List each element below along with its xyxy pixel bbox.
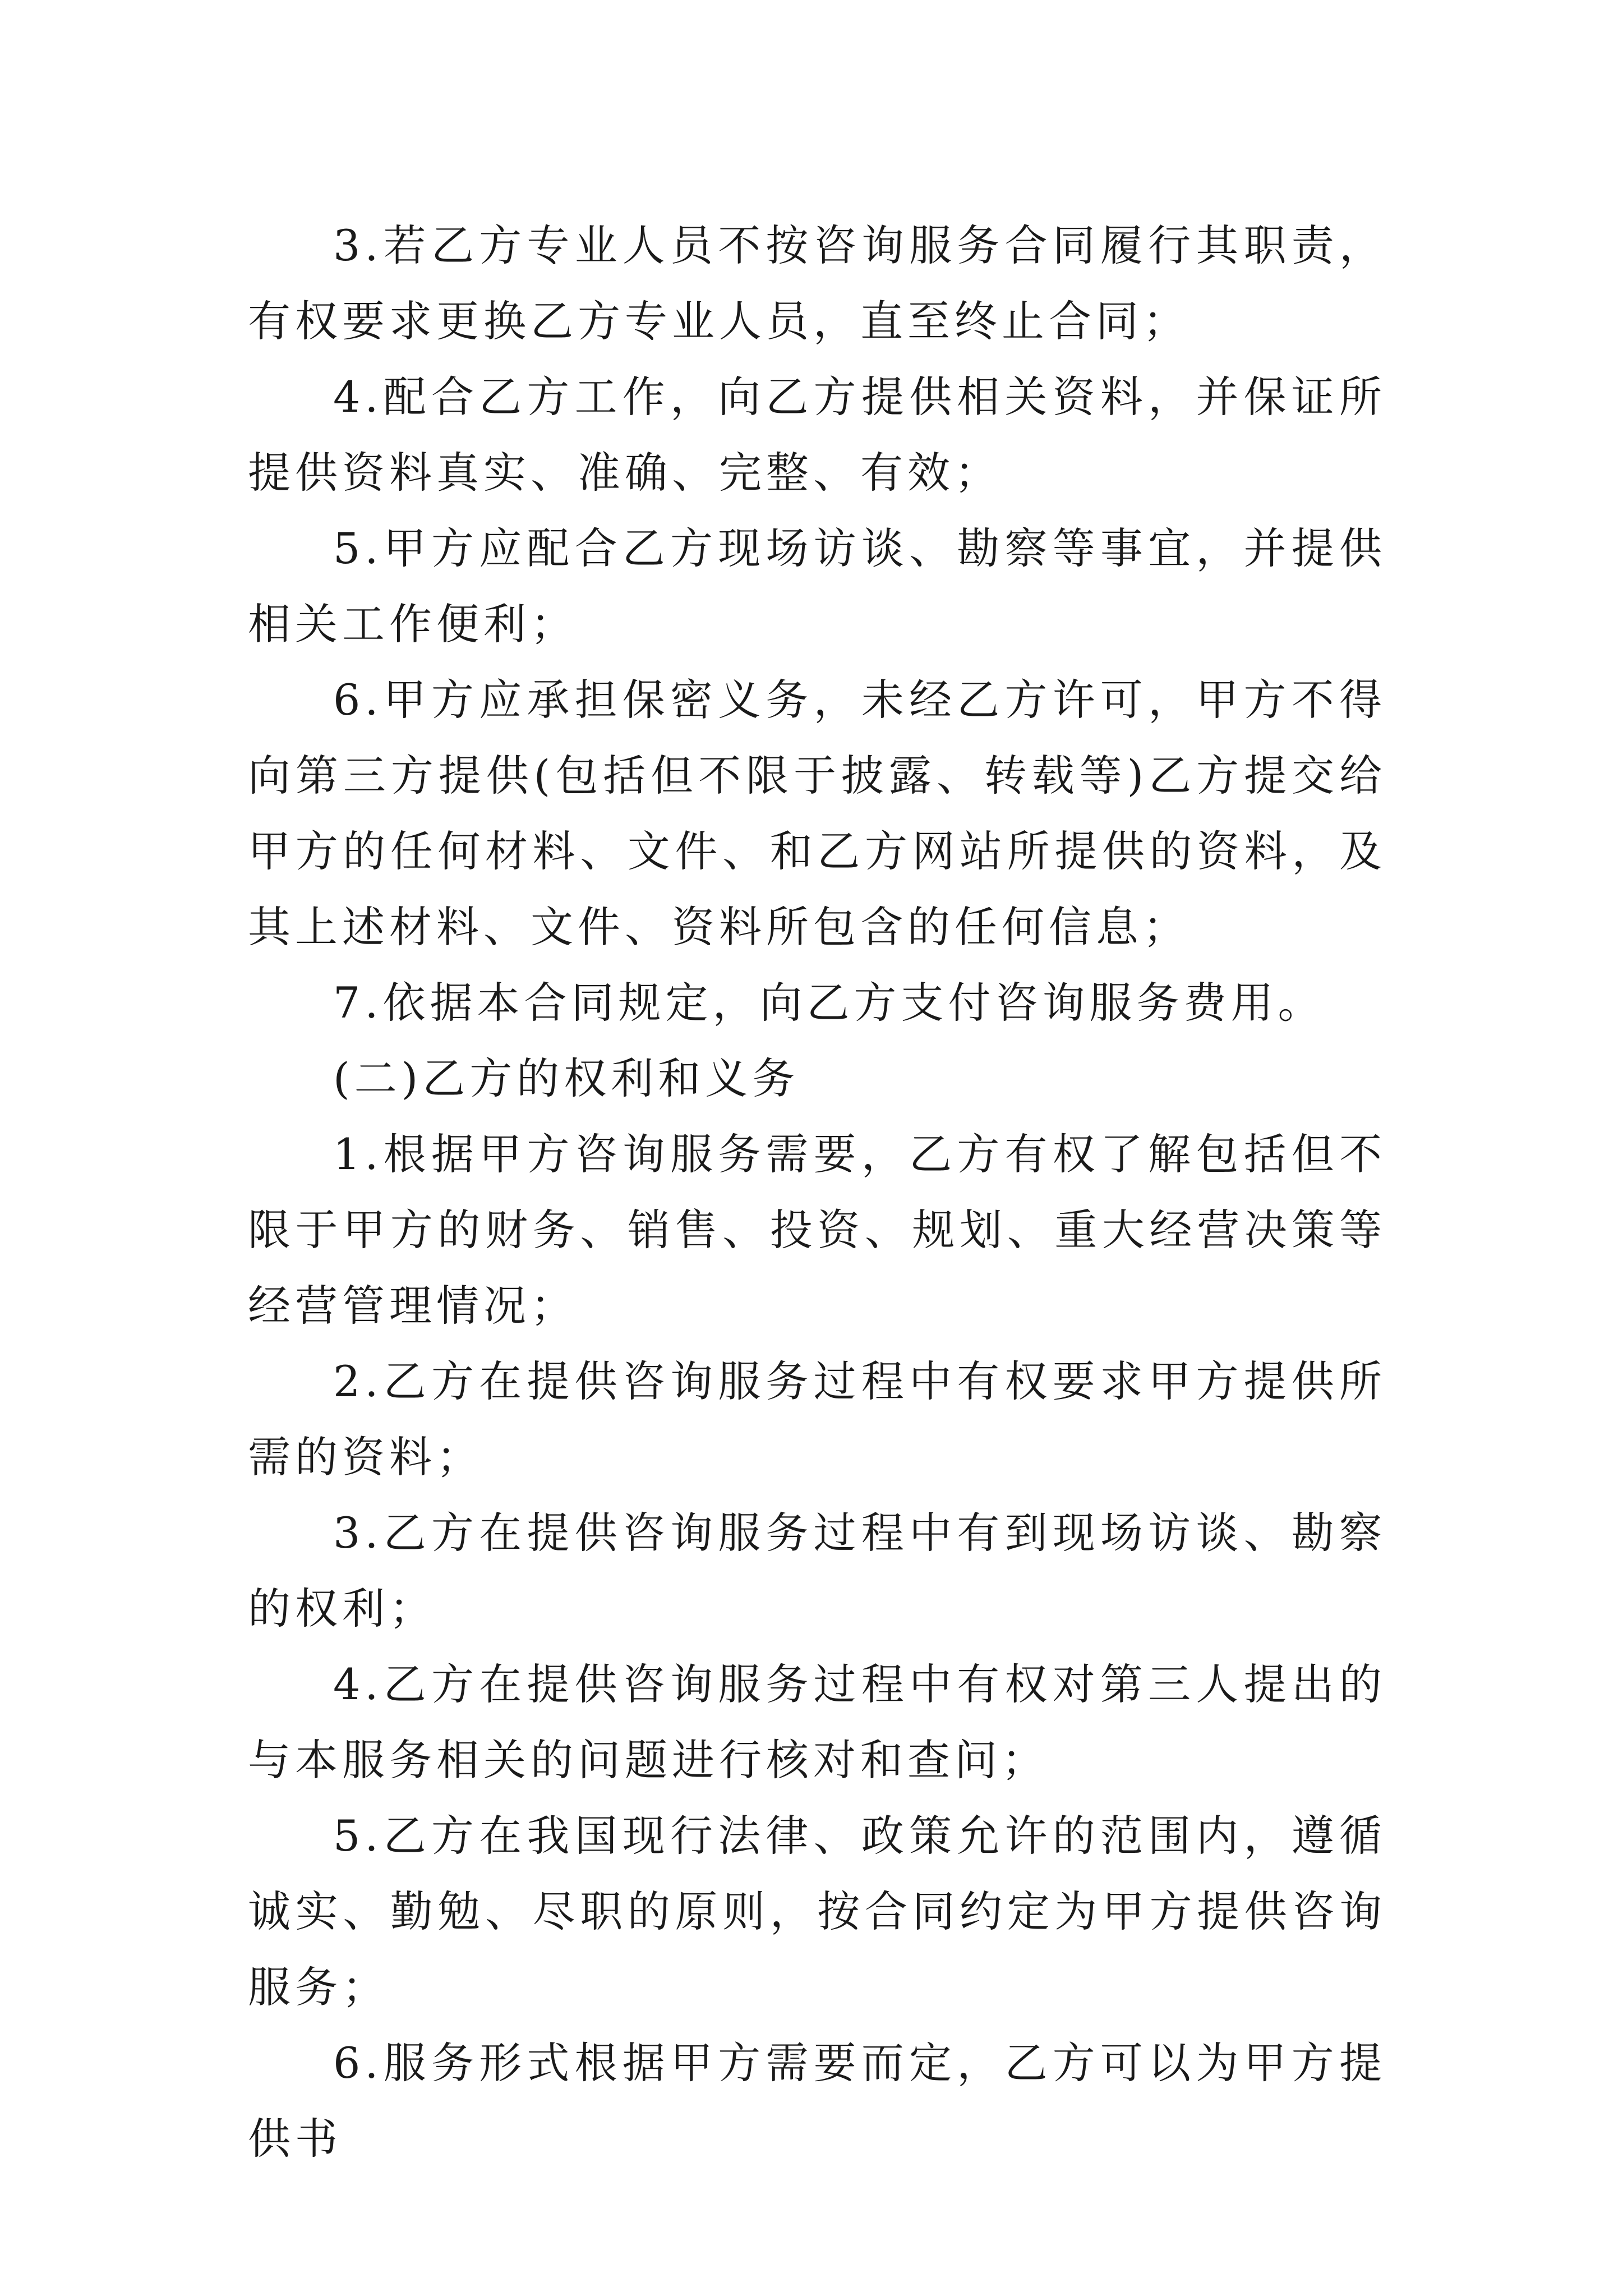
- party-b-clause-5: 5.乙方在我国现行法律、政策允许的范围内，遵循诚实、勤勉、尽职的原则，按合同约定为甲方提供咨询服务；: [248, 1811, 1386, 2012]
- party-b-clause-1: 1.根据甲方咨询服务需要，乙方有权了解包括但不限于甲方的财务、销售、投资、规划、重大经营决策等经营管理情况；: [248, 1129, 1386, 1331]
- clause-4: 4.配合乙方工作，向乙方提供相关资料，并保证所提供资料真实、准确、完整、有效；: [248, 372, 1386, 498]
- document-body: [248, 208, 1386, 2177]
- party-b-clause-3: 3.乙方在提供咨询服务过程中有到现场访谈、勘察的权利；: [248, 1508, 1386, 1634]
- clause-3: 3.若乙方专业人员不按咨询服务合同履行其职责，有权要求更换乙方专业人员，直至终止合同；: [248, 220, 1386, 346]
- clause-6: 6.甲方应承担保密义务，未经乙方许可，甲方不得向第三方提供(包括但不限于披露、转载等)乙方提交给甲方的任何材料、文件、和乙方网站所提供的资料，及其上述材料、文件、资料所包含的任何信息；: [248, 675, 1386, 952]
- party-b-clause-4: 4.乙方在提供咨询服务过程中有权对第三人提出的与本服务相关的问题进行核对和查问；: [248, 1659, 1386, 1785]
- section-heading: (二)乙方的权利和义务: [333, 1053, 800, 1103]
- party-b-clause-2: 2.乙方在提供咨询服务过程中有权要求甲方提供所需的资料；: [248, 1356, 1386, 1482]
- clause-5: 5.甲方应配合乙方现场访谈、勘察等事宜，并提供相关工作便利；: [248, 523, 1386, 649]
- party-b-clause-6: 6.服务形式根据甲方需要而定，乙方可以为甲方提供书: [248, 2038, 1386, 2164]
- clause-7: 7.依据本合同规定，向乙方支付咨询服务费用。: [333, 978, 1325, 1028]
